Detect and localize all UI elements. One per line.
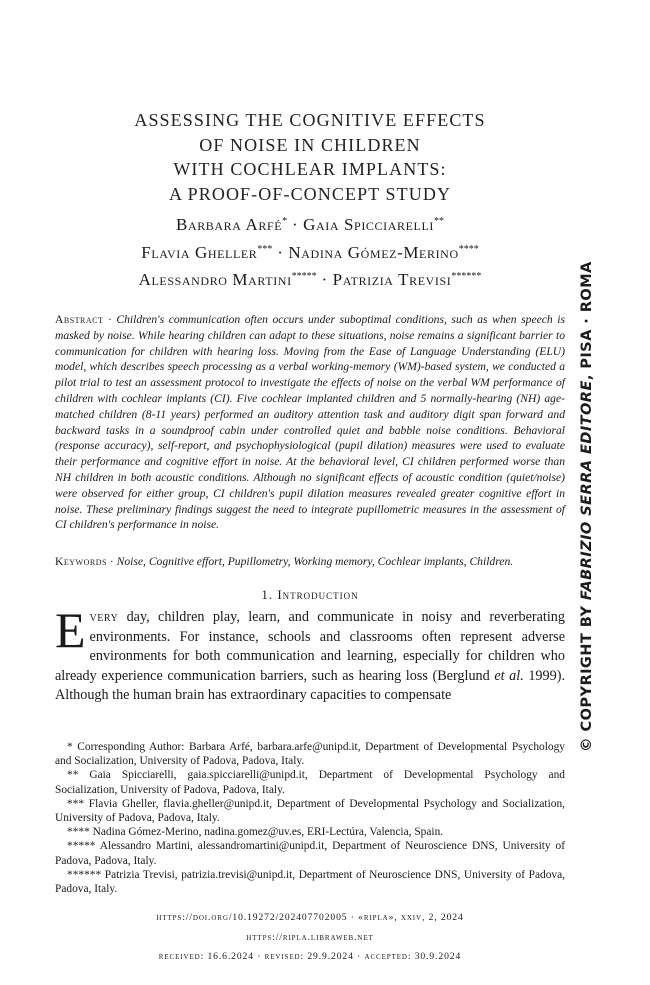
footnote: * Corresponding Author: Barbara Arfé, barbara.arfe@unipd.it, Department of Developmental Psychology and Socialization, University of Padova, Padova, Italy. bbox=[55, 741, 565, 768]
author-name: Flavia Gheller bbox=[141, 242, 258, 262]
author-name: Patrizia Trevisi bbox=[332, 270, 452, 289]
abstract-separator: · bbox=[103, 313, 117, 326]
citation-etal: et al. bbox=[494, 667, 524, 684]
author-separator: · bbox=[277, 242, 284, 262]
footnote: **** Nadina Gómez-Merino, nadina.gomez@uv.es, ERI-Lectúra, Valencia, Spain. bbox=[67, 826, 444, 839]
author-separator: · bbox=[292, 215, 299, 234]
author-name: Gaia Spicciarelli bbox=[303, 215, 434, 234]
author-footnote-mark: ****** bbox=[451, 271, 482, 282]
author-line bbox=[40, 265, 580, 293]
author-name: Alessandro Martini bbox=[138, 270, 292, 289]
author-footnote-mark: ** bbox=[433, 216, 444, 227]
author-line bbox=[40, 238, 580, 266]
title-line: ASSESSING THE COGNITIVE EFFECTS bbox=[134, 110, 486, 130]
title-line: A PROOF-OF-CONCEPT STUDY bbox=[168, 183, 452, 204]
abstract-label: Abstract bbox=[55, 313, 104, 326]
abstract-text: Children's communication often occurs under suboptimal conditions, such as when speech is masked by noise. While hearing children can adapt to these situations, noise remains a significant barrier to communication for children with hearing loss. Moving from the Ease of Language Understanding (ELU) model, which describes speech processing as a verbal working-memory (WM)-based system, we conducted a pilot trial to test an assessment protocol to investigate the effects of noise on the verbal WM performance of children with cochlear implants (CI). Five cochlear implanted children and 5 normally-hearing (NH) age-matched children (8-11 years) performed an auditory attention task and auditory digit span forward and backward tasks in a soundproof cabin under controlled quiet and babble noise conditions. Behavioral (response accuracy), self-report, and psychophysiological (pupil dilation) measures were used to evaluate their performance and cognitive effort in noise. At the behavioral level, CI children performed worse than NH children in both acoustic conditions. Although no significant effects of acoustic condition (quiet/noise) were observed for either group, CI children's pupil dilation measures revealed greater cognitive effort in noise. These preliminary findings suggest the need to integrate pupillometric measures in the assessment of CI children's performance in noise. bbox=[55, 313, 565, 532]
title-line: OF NOISE IN CHILDREN bbox=[199, 134, 421, 155]
author-separator: · bbox=[321, 270, 328, 289]
footnote: ***** Alessandro Martini, alessandromartini@unipd.it, Department of Neuroscience DNS, University of Padova, Padova, Italy. bbox=[55, 840, 565, 867]
drop-cap: E bbox=[55, 602, 86, 658]
intro-smallcaps: very bbox=[89, 609, 119, 625]
title-line: WITH COCHLEAR IMPLANTS: bbox=[173, 159, 447, 179]
keywords-text: Noise, Cognitive effort, Pupillometry, Working memory, Cochlear implants, Children. bbox=[116, 555, 514, 568]
abstract bbox=[55, 312, 565, 533]
doi-line: https://doi.org/10.19272/202407702005 · «ripla», xxiv, 2, 2024 bbox=[156, 912, 464, 923]
footnote: ** Gaia Spicciarelli, gaia.spicciarelli@unipd.it, Department of Developmental Psychology and Socialization, University of Padova, Padova, Italy. bbox=[55, 769, 565, 796]
section-heading: 1. Introduction bbox=[261, 587, 359, 602]
keywords bbox=[55, 554, 565, 570]
intro-paragraph bbox=[55, 602, 565, 706]
copyright-notice bbox=[572, 232, 602, 752]
copyright-suffix: , PISA · ROMA bbox=[578, 261, 595, 381]
intro-text-a: day, children play, learn, and communicate in noisy and reverberating environments. For instance, schools and classrooms often represent adverse environments for both communication and learning, especially for children who already experience communication barriers, such as hearing loss (Berglund bbox=[55, 609, 565, 684]
journal-site-line: https://ripla.libraweb.net bbox=[246, 932, 374, 943]
dates-line: received: 16.6.2024 · revised: 29.9.2024 · accepted: 30.9.2024 bbox=[158, 951, 462, 962]
author-footnote-mark: ***** bbox=[291, 271, 317, 282]
keywords-label: Keywords bbox=[55, 555, 107, 568]
copyright-prefix: © COPYRIGHT BY bbox=[578, 600, 595, 752]
intro-text-b: 1999). Although the human brain has extraordinary capacities to compensate bbox=[55, 667, 565, 703]
copyright-publisher: FABRIZIO SERRA EDITORE bbox=[578, 380, 595, 601]
footnote: *** Flavia Gheller, flavia.gheller@unipd.it, Department of Developmental Psychology and Socialization, University of Padova, Padova, Italy. bbox=[55, 797, 565, 825]
footnote: ****** Patrizia Trevisi, patrizia.trevisi@unipd.it, Department of Neuroscience DNS, University of Padova, Padova, Italy. bbox=[55, 868, 565, 896]
author-line bbox=[40, 210, 580, 238]
author-footnote-mark: *** bbox=[257, 243, 273, 255]
footnotes bbox=[55, 740, 565, 896]
author-name: Nadina Gómez-Merino bbox=[288, 242, 459, 262]
author-footnote-mark: * bbox=[282, 216, 288, 227]
author-list bbox=[40, 210, 580, 293]
author-name: Barbara Arfé bbox=[176, 215, 283, 234]
article-title bbox=[80, 108, 540, 206]
keywords-separator: · bbox=[106, 555, 117, 568]
copyright-sidebar bbox=[572, 232, 602, 752]
author-footnote-mark: **** bbox=[458, 243, 479, 255]
